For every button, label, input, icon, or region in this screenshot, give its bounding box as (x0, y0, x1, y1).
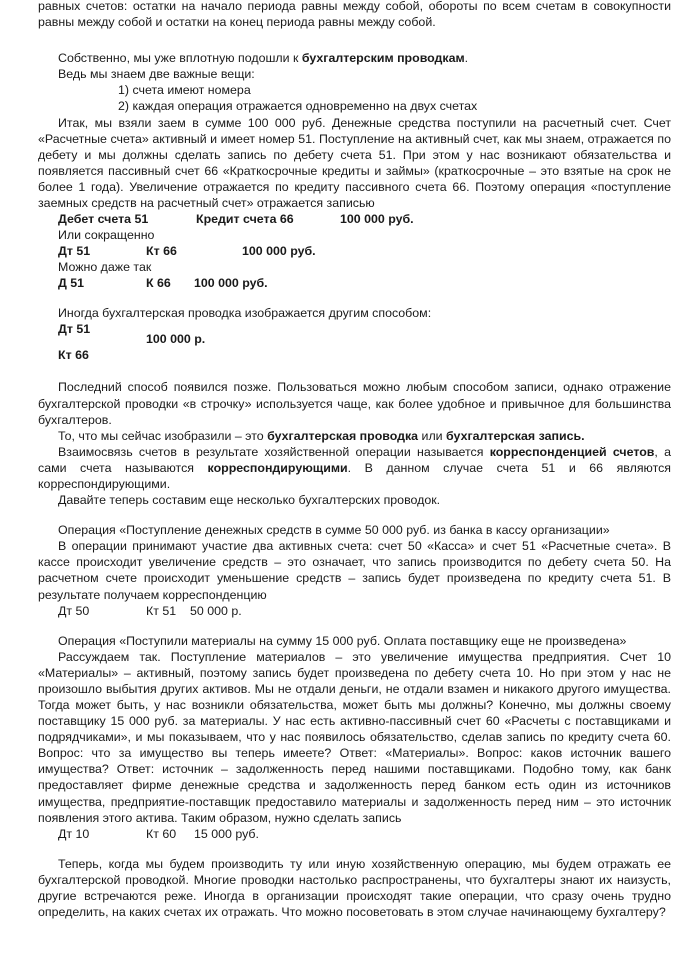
text-run: Взаимосвязь счетов в результате хозяйственной операции называется (58, 444, 490, 459)
entry-debit: Дт 50 (58, 603, 90, 618)
term-correspondence: корреспонденцией счетов (489, 444, 655, 459)
lets-line: Давайте теперь составим еще несколько бухгалтерских проводок. (58, 493, 441, 508)
even-so-label: Можно даже так (58, 260, 152, 275)
entry-debit: Дт 10 (58, 826, 90, 841)
loan-paragraph: Итак, мы взяли заем в сумме 100 000 руб. Денежные средства поступили на расчетный счет. Счет «Расчетные счета» активный и имеет номер 51. Поступление на активный счет, как мы знаем, отражается по дебету и мы должны сделать запись по дебету счета 51. При этом у нас возникают обязательства и появляется пассивный счет 66 «Краткосрочные кредиты и займы» (краткосрочные – это взятые на срок не более 1 года). Увеличение отражается по кредиту пассивного счета 66. Поэтому операция «поступление заемных средств на расчетный счет» отражается записью (38, 115, 671, 211)
relation-paragraph (38, 444, 671, 492)
list-item-2: 2) каждая операция отражается одновременно на двух счетах (118, 99, 478, 114)
term-corresponding: корреспондирующими (207, 460, 348, 475)
entry-amount: 100 000 руб. (340, 212, 414, 227)
entry-amount: 100 000 руб. (194, 276, 268, 291)
text-run: или (418, 428, 447, 443)
entry-op2 (38, 826, 671, 842)
or-short-label: Или сокращенно (58, 228, 155, 243)
intro-paragraph: равных счетов: остатки на начало периода равны между собой, обороты по всем счетам в совокупности равны между собой и остатки на конец периода равны между собой. (38, 0, 671, 30)
list-item-1: 1) счета имеют номера (118, 83, 251, 98)
text-run: То, что мы сейчас изобразили – это (58, 428, 268, 443)
stacked-entry (38, 321, 671, 365)
last-method-paragraph: Последний способ появился позже. Пользоваться можно любым способом записи, однако отражение бухгалтерской проводки «в строчку» используется чаще, как более удобное и привычное для большинства бухгалтеров. (38, 380, 671, 427)
term-accounting-entry: бухгалтерская проводка (267, 428, 419, 443)
operation-1-title: Операция «Поступление денежных средств в сумме 50 000 руб. из банка в кассу организации» (58, 523, 610, 538)
entry-amount: 15 000 руб. (194, 826, 259, 841)
entry-amount: 100 000 руб. (242, 244, 316, 259)
text-run: Собственно, мы уже вплотную подошли к (58, 51, 302, 66)
entry-debit: Дебет счета 51 (58, 212, 149, 227)
stack-amount: 100 000 р. (146, 332, 206, 347)
know-line: Ведь мы знаем две важные вещи: (58, 67, 255, 82)
sometimes-line: Иногда бухгалтерская проводка изображается другим способом: (58, 306, 432, 321)
operation-1-text: В операции принимают участие два активных счета: счет 50 «Касса» и счет 51 «Расчетные счета». В кассе происходит увеличение средств – это означает, что запись производится по дебету счета 50. На расчетном счете происходит уменьшение средств – запись будет произведена по кредиту счета 51. В результате получаем корреспонденцию (38, 539, 671, 602)
final-paragraph: Теперь, когда мы будем производить ту или иную хозяйственную операцию, мы будем отражать ее бухгалтерской проводкой. Многие проводки настолько распространены, что бухгалтеры знают их наизусть, другие встречаются реже. Иногда в организации происходят такие операции, что сразу очень трудно определить, на каких счетах их отражать. Что можно посоветовать в этом случае начинающему бухгалтеру? (38, 856, 671, 920)
entry-short (38, 243, 671, 259)
entry-credit: Кт 51 (146, 603, 177, 618)
text-run: . (464, 51, 469, 66)
approach-paragraph (38, 50, 671, 66)
stack-debit: Дт 51 (58, 322, 91, 337)
entry-credit: Кт 60 (146, 826, 177, 841)
entry-credit: К 66 (146, 276, 171, 291)
shown-paragraph (38, 428, 671, 444)
term-accounting-record: бухгалтерская запись. (446, 428, 585, 443)
entry-debit: Дт 51 (58, 244, 91, 259)
operation-2-text: Рассуждаем так. Поступление материалов – это увеличение имущества предприятия. Счет 10 «Материалы» – активный, поэтому запись будет произведена по дебету счета 10. Но при этом у нас не произошло выбытия других активов. Мы не отдали деньги, не отдали взамен и никакого другого имущества. Тогда может быть, у нас возникли обязательства, может быть мы должны? Конечно, мы должны своему поставщику 15 000 руб. за материалы. У нас есть активно-пассивный счет 60 «Расчеты с поставщиками и подрядчиками», и мы показываем, что у нас появилось обязательство, сделав запись по кредиту счета 60. Вопрос: что за имущество вы теперь имеете? Ответ: «Материалы». Вопрос: каков источник вашего имущества? Ответ: источник – задолженность перед нашими поставщиками. Подобно тому, как банк предоставляет фирме денежные средства и задолженность перед банком есть один из источников имущества, предприятие-поставщик предоставило материалы и задолженность перед ним – это источник появления этого актива. Таким образом, нужно сделать запись (38, 649, 671, 825)
entry-credit: Кредит счета 66 (196, 212, 294, 227)
stack-credit: Кт 66 (58, 348, 89, 363)
text-run: , а сами счета называются (38, 444, 672, 475)
term-accounting-entries: бухгалтерским проводкам (301, 51, 465, 66)
text-run: . В данном случае счета 51 и 66 являются корреспондирующими. (38, 460, 672, 491)
entry-debit: Д 51 (58, 276, 85, 291)
entry-op1 (38, 603, 671, 619)
operation-2-title: Операция «Поступили материалы на сумму 15 000 руб. Оплата поставщику еще не произведена» (58, 633, 627, 648)
entry-shorter (38, 275, 671, 291)
entry-full (38, 211, 671, 227)
entry-amount: 50 000 р. (190, 603, 242, 618)
entry-credit: Кт 66 (146, 244, 177, 259)
